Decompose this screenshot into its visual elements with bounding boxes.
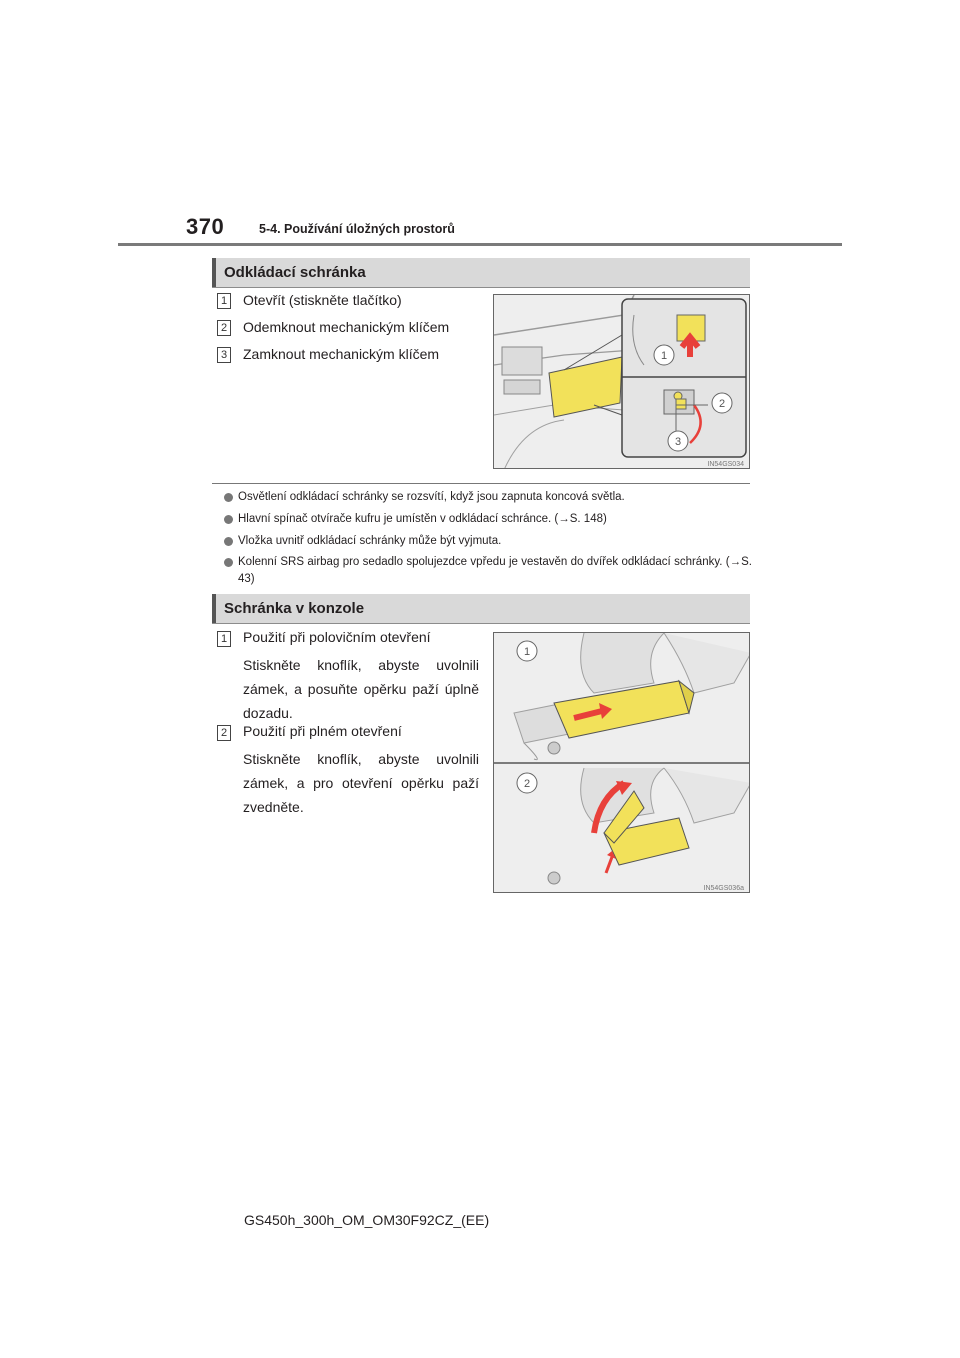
console-illustration	[493, 632, 750, 893]
figure-callout-2: 2	[718, 398, 726, 410]
section-title: 5-4. Používání úložných prostorů	[259, 222, 455, 236]
console-drawing	[494, 633, 750, 893]
figure-callout-1: 1	[523, 646, 531, 658]
bullet-icon	[224, 515, 233, 524]
figure-callout-3: 3	[674, 436, 682, 448]
notes-divider	[212, 483, 750, 484]
figure-callout-1: 1	[660, 350, 668, 362]
glovebox-item-2: Odemknout mechanickým klíčem	[243, 319, 450, 335]
bullet-icon	[224, 493, 233, 502]
figure-code: IN54GS034	[707, 461, 744, 468]
note-3: Vložka uvnitř odkládací schránky může být vyjmuta.	[224, 533, 752, 550]
note-4: Kolenní SRS airbag pro sedadlo spolujezdce vpředu je vestavěn do dvířek odkládací schránky. (→S. 43)	[224, 554, 752, 588]
console-item-2-title: Použití při plném otevření	[243, 723, 402, 739]
header-rule	[118, 243, 842, 246]
glovebox-drawing	[494, 295, 750, 469]
figure-callout-2: 2	[523, 778, 531, 790]
glovebox-item-3: Zamknout mechanickým klíčem	[243, 346, 440, 362]
heading-accent	[212, 594, 216, 623]
bullet-icon	[224, 537, 233, 546]
heading-accent	[212, 258, 216, 287]
heading-console	[212, 594, 750, 624]
console-item-1-text: Stiskněte knoflík, abyste uvolnili zámek, a posuňte opěrku paží úplně dozadu.	[243, 657, 479, 721]
figure-code: IN54GS036a	[703, 885, 744, 892]
heading-console-label: Schránka v konzole	[224, 600, 365, 617]
document-code: GS450h_300h_OM_OM30F92CZ_(EE)	[244, 1212, 490, 1228]
note-2: Hlavní spínač otvírače kufru je umístěn v odkládací schránce. (→S. 148)	[224, 511, 752, 528]
item-number-1: 1	[217, 631, 231, 647]
heading-glovebox	[212, 258, 750, 288]
note-1: Osvětlení odkládací schránky se rozsvítí, když jsou zapnuta koncová světla.	[224, 489, 752, 506]
bullet-icon	[224, 558, 233, 567]
glovebox-illustration	[493, 294, 750, 469]
item-number-2: 2	[217, 320, 231, 336]
page-number: 370	[186, 214, 225, 239]
item-number-1: 1	[217, 293, 231, 309]
glovebox-item-1: Otevřít (stiskněte tlačítko)	[243, 292, 402, 308]
console-item-2-text: Stiskněte knoflík, abyste uvolnili zámek, a pro otevření opěrku paží zvedněte.	[243, 751, 479, 815]
item-number-2: 2	[217, 725, 231, 741]
console-item-1-title: Použití při polovičním otevření	[243, 629, 431, 645]
item-number-3: 3	[217, 347, 231, 363]
heading-glovebox-label: Odkládací schránka	[224, 264, 366, 281]
